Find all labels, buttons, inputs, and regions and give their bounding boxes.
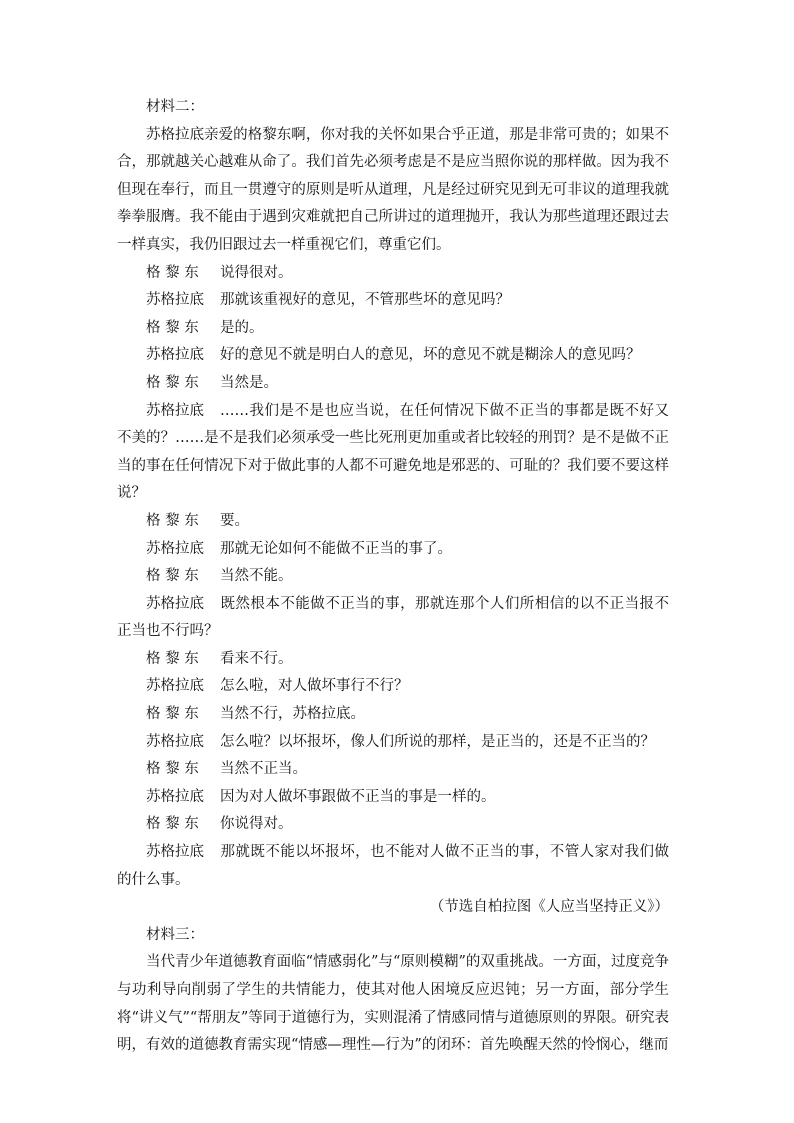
speaker-crito: 格 黎 东: [146, 816, 199, 833]
dialogue-line: [117, 673, 669, 701]
source-citation: （节选自柏拉图《人应当坚持正义》）: [429, 899, 669, 916]
dialogue-line: [117, 591, 669, 646]
document-page: [117, 94, 669, 1060]
utterance-text: 当然不能。: [220, 568, 293, 585]
dialogue-line: [117, 398, 669, 508]
speaker-crito: 格 黎 东: [146, 319, 199, 336]
speaker-socrates: 苏格拉底: [146, 540, 204, 557]
speaker-crito: 格 黎 东: [146, 650, 199, 667]
dialogue-line: [117, 508, 669, 536]
dialogue-line: [117, 701, 669, 729]
utterance-text: 那就该重视好的意见，不管那些坏的意见吗？: [220, 292, 510, 309]
dialogue-list: [117, 260, 669, 895]
speaker-crito: 格 黎 东: [146, 568, 199, 585]
dialogue-line: [117, 811, 669, 839]
speaker-crito: 格 黎 东: [146, 264, 199, 281]
dialogue-line: [117, 729, 669, 757]
dialogue-line: [117, 315, 669, 343]
utterance-text: 看来不行。: [220, 650, 293, 667]
dialogue-line: [117, 646, 669, 674]
utterance-text: 当然不行，苏格拉底。: [220, 706, 365, 723]
utterance-text: 当然不正当。: [220, 761, 307, 778]
speaker-socrates: 苏格拉底: [146, 347, 204, 364]
speaker-crito: 格 黎 东: [146, 706, 199, 723]
dialogue-line: [117, 536, 669, 564]
speaker-socrates: 苏格拉底: [146, 733, 204, 750]
speaker-crito: 格 黎 东: [146, 512, 199, 529]
dialogue-line: [117, 839, 669, 894]
material3-heading: 材料三：: [146, 926, 204, 943]
material2-heading: 材料二：: [146, 99, 204, 115]
dialogue-line: [117, 342, 669, 370]
utterance-text: 怎么啦？以坏报坏，像人们所说的那样，是正当的，还是不正当的？: [220, 733, 655, 750]
utterance-text: 因为对人做坏事跟做不正当的事是一样的。: [220, 788, 496, 805]
utterance-text: 要。: [220, 512, 249, 529]
material3-paragraph: 当代青少年道德教育面临“情感弱化”与“原则模糊”的双重挑战。一方面，过度竞争与功利导向削弱了学生的共情能力，使其对他人困境反应迟钝；另一方面，部分学生将“讲义气”“帮朋友”等同于道德行为，实则混淆了情感同情与道德原则的界限。研究表明，有效的道德教育需实现“情感—理性—行为”的闭环：首先唤醒天然的怜悯心，继而: [117, 954, 669, 1054]
utterance-text: 当然是。: [220, 374, 278, 391]
utterance-text: 你说得对。: [220, 816, 293, 833]
speaker-socrates: 苏格拉底: [146, 844, 204, 861]
speaker-socrates: 苏格拉底: [146, 788, 204, 805]
utterance-text: 说得很对。: [220, 264, 293, 281]
utterance-text: ……我们是不是也应当说，在任何情况下做不正当的事都是既不好又不美的？……是不是我们必须承受一些比死刑更加重或者比较轻的刑罚？是不是做不正当的事在任何情况下对于做此事的人都不可避免地是邪恶的、可耻的？我们要不要这样说？: [117, 402, 669, 502]
dialogue-line: [117, 370, 669, 398]
speaker-socrates: 苏格拉底: [146, 595, 204, 612]
dialogue-line: [117, 563, 669, 591]
speaker-socrates: 苏格拉底: [146, 292, 204, 309]
dialogue-line: [117, 287, 669, 315]
utterance-text: 既然根本不能做不正当的事，那就连那个人们所相信的以不正当报不正当也不行吗？: [117, 595, 669, 640]
dialogue-line: [117, 756, 669, 784]
speaker-socrates: 苏格拉底: [146, 402, 204, 419]
utterance-text: 怎么啦，对人做坏事行不行？: [220, 678, 409, 695]
dialogue-line: [117, 784, 669, 812]
utterance-text: 那就既不能以坏报坏，也不能对人做不正当的事，不管人家对我们做的什么事。: [117, 844, 669, 888]
speaker-crito: 格 黎 东: [146, 374, 199, 391]
dialogue-line: [117, 260, 669, 288]
utterance-text: 好的意见不就是明白人的意见，坏的意见不就是糊涂人的意见吗？: [220, 347, 641, 364]
utterance-text: 那就无论如何不能做不正当的事了。: [220, 540, 452, 557]
speaker-crito: 格 黎 东: [146, 761, 199, 778]
material2-intro-paragraph: 苏格拉底亲爱的格黎东啊，你对我的关怀如果合乎正道，那是非常可贵的；如果不合，那就越关心越难从命了。我们首先必须考虑是不是应当照你说的那样做。因为我不但现在奉行，而且一贯遵守的原则是听从道理，凡是经过研究见到无可非议的道理我就拳拳服膺。我不能由于遇到灾难就把自己所讲过的道理抛开，我认为那些道理还跟过去一样真实，我仍旧跟过去一样重视它们，尊重它们。: [117, 126, 669, 253]
speaker-socrates: 苏格拉底: [146, 678, 204, 695]
utterance-text: 是的。: [220, 319, 264, 336]
